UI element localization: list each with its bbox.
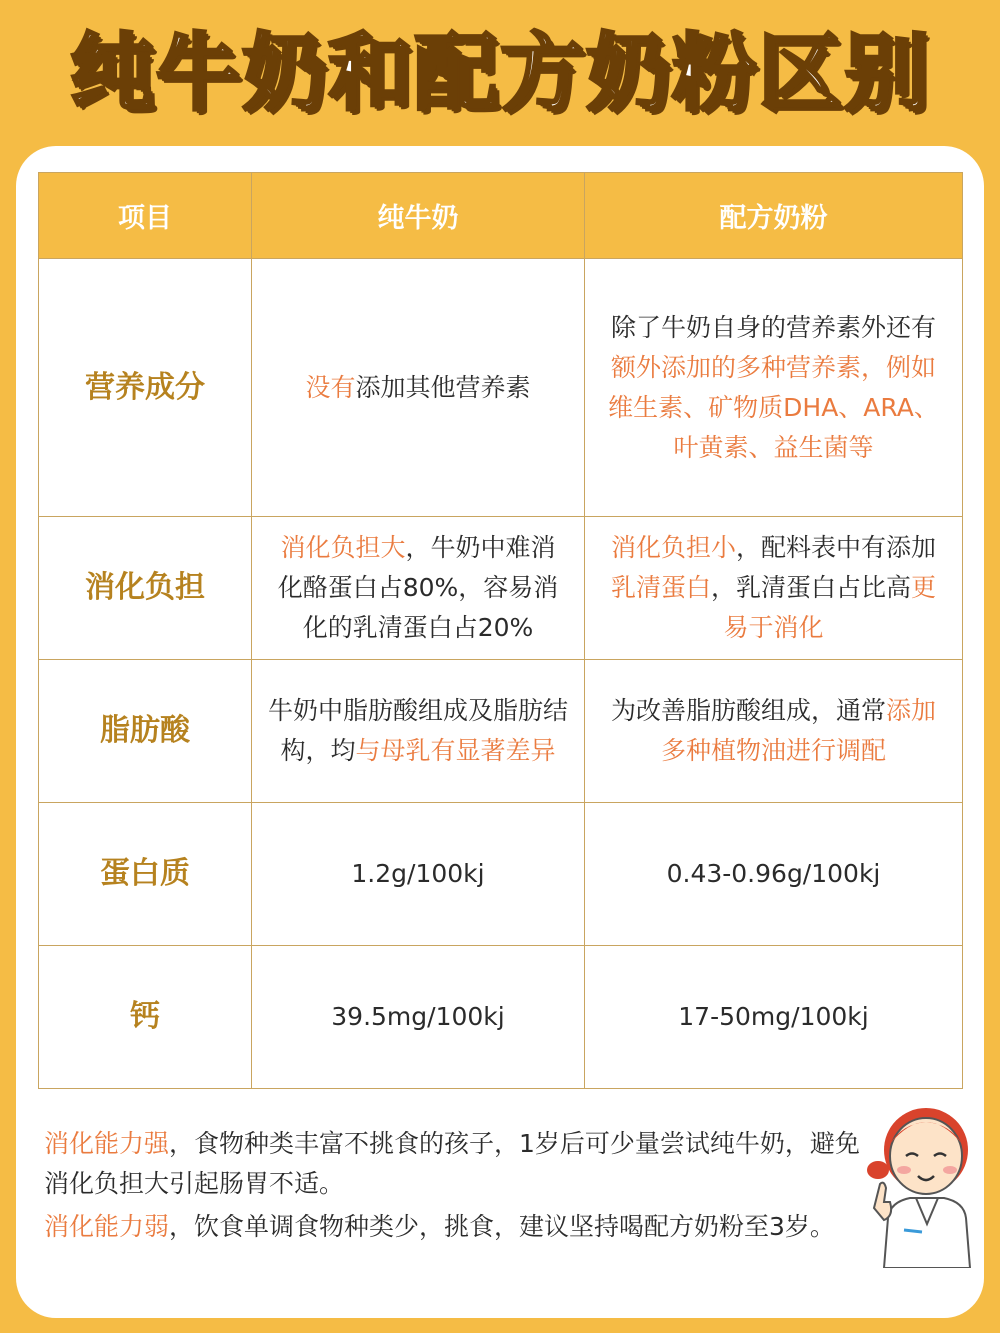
milk-text-highlight: 与母乳有显著差异 (355, 736, 556, 765)
milk-text: 1.2g/100kj (351, 859, 485, 888)
formula-text-highlight: 更易于消化 (723, 573, 937, 642)
advice-weak (44, 1207, 874, 1247)
formula-text: 为改善脂肪酸组成，通常 (610, 696, 886, 725)
formula-cell (585, 517, 963, 660)
row-label: 消化负担 (39, 517, 252, 660)
milk-text: 39.5mg/100kj (331, 1002, 505, 1031)
advice-highlight: 消化能力强 (44, 1129, 170, 1158)
milk-text: ，牛奶中难消化酪蛋白占80%，容易消化的乳清蛋白占20% (277, 533, 559, 642)
formula-cell (585, 259, 963, 517)
advice-text: ，饮食单调食物种类少，挑食，建议坚持喝配方奶粉至3岁。 (169, 1212, 835, 1241)
formula-cell (585, 946, 963, 1089)
milk-text-highlight: 没有 (305, 372, 356, 402)
table-header-row (39, 173, 963, 259)
formula-text: 17-50mg/100kj (678, 1002, 869, 1031)
doctor-avatar-icon (866, 1098, 984, 1268)
row-label: 营养成分 (39, 259, 252, 517)
table-row (39, 259, 963, 517)
formula-text-highlight: 消化负担小 (610, 533, 736, 562)
header-milk: 纯牛奶 (252, 173, 585, 259)
table-row (39, 803, 963, 946)
milk-cell (252, 259, 585, 517)
advice-text: ，食物种类丰富不挑食的孩子，1岁后可少量尝试纯牛奶，避免消化负担大引起肠胃不适。 (44, 1129, 860, 1198)
formula-text: ，配料表中有添加 (736, 533, 937, 562)
milk-text: 添加其他营养素 (355, 372, 531, 402)
formula-text-highlight: 乳清蛋白 (610, 573, 711, 602)
milk-text-highlight: 消化负担大 (280, 533, 406, 562)
row-label: 钙 (39, 946, 252, 1089)
row-label: 脂肪酸 (39, 660, 252, 803)
formula-text: 除了牛奶自身的营养素外还有 (610, 312, 936, 342)
comparison-table (38, 172, 963, 1089)
milk-text: 牛奶中脂肪酸组成及脂肪结构，均 (268, 696, 569, 765)
table-row (39, 517, 963, 660)
formula-text-highlight: 额外添加的多种营养素，例如维生素、矿物质DHA、ARA、叶黄素、益生菌等 (608, 352, 939, 462)
milk-cell (252, 660, 585, 803)
table-row (39, 946, 963, 1089)
header-formula: 配方奶粉 (585, 173, 963, 259)
advice-notes (44, 1124, 874, 1250)
formula-text: ，乳清蛋白占比高 (710, 573, 911, 602)
milk-cell (252, 803, 585, 946)
formula-text: 0.43-0.96g/100kj (666, 859, 881, 888)
row-label: 蛋白质 (39, 803, 252, 946)
formula-text-highlight: 添加多种植物油进行调配 (660, 696, 937, 765)
advice-highlight: 消化能力弱 (44, 1212, 170, 1241)
advice-strong (44, 1124, 874, 1204)
page-title: 纯牛奶和配方奶粉区别 (69, 24, 930, 122)
table-row (39, 660, 963, 803)
formula-cell (585, 803, 963, 946)
header-item: 项目 (39, 173, 252, 259)
milk-cell (252, 517, 585, 660)
milk-cell (252, 946, 585, 1089)
formula-cell (585, 660, 963, 803)
